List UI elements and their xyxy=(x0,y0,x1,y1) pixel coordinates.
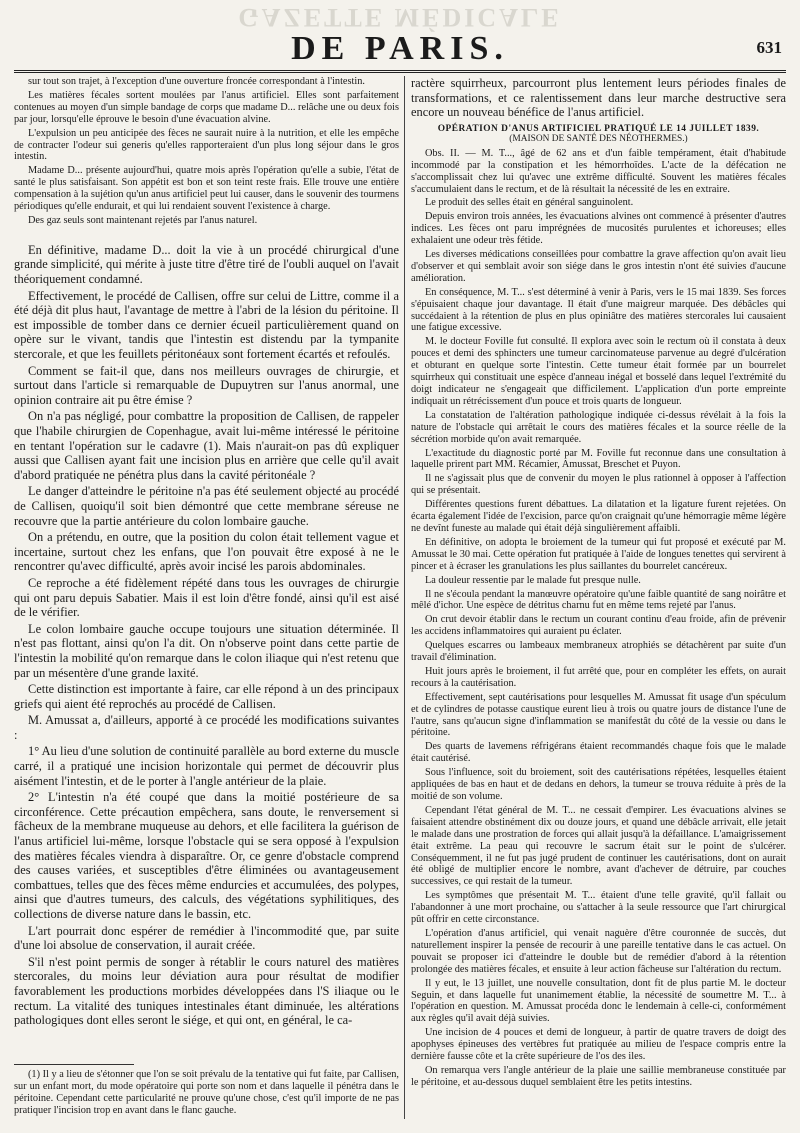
paragraph: Des quarts de lavemens réfrigérans étaient recommandés chaque fois que le malade était cautérisé. xyxy=(411,741,786,765)
left-column xyxy=(14,76,399,1119)
paragraph: 2° L'intestin n'a été coupé que dans la moitié postérieure de sa circonférence. Cette précaution empêchera, sans doute, le renversement si fâcheux de la membrane muqueuse au dehors, et elle facilitera la guérison de l'anus artificiel lui-même, lorsque l'obstacle qui se sera opposé à l'expulsion des matières fécales viendra à disparaître. Or, ce genre d'obstacle comprend des causes variées, et susceptibles d'être éliminées ou avantageusement combattues, telles que des fèces même endurcies et accumulées, des polypes, ainsi que d'autres tumeurs, des calculs, des végétations syphilitiques, des collections de diverse nature dans le bassin, etc. xyxy=(14,790,399,921)
paragraph: En définitive, on adopta le broiement de la tumeur qui fut proposé et exécuté par M. Amussat le 30 mai. Cette opération fut pratiquée à l'aide de longues tenettes qui servirent à pincer et à écraser les granulations les plus saillantes du bourrelet cancéreux. xyxy=(411,536,786,572)
case-report xyxy=(411,148,786,1089)
paragraph: Les matières fécales sortent moulées par l'anus artificiel. Elles sont parfaitement contenues au moyen d'un simple bandage de corps que madame D... relâche une ou deux fois par jour, lorsqu'elle éprouve le besoin d'une évacuation alvine. xyxy=(14,89,399,125)
masthead xyxy=(14,0,786,72)
paragraph: Cependant l'état général de M. T... ne cessait d'empirer. Les évacuations alvines se faisaient attendre obstinément dix ou douze jours, et quand une débâcle arrivait, elle jetait le malade dans une prostration de forces qui allait jusqu'à la défaillance. L'amaigrissement était extrême. La peau qui recouvre le sacrum était sur le point de s'ulcérer. Conséquemment, il ne fut pas jugé prudent de continuer les cautérisations, dont on aurait été obligé de multiplier encore le nombre, avant d'achever de détruire, par couches successives, ce qui restait de la tumeur. xyxy=(411,804,786,888)
paragraph: Cette distinction est importante à faire, car elle répond à un des principaux griefs qui aient été reprochés au procédé de Callisen. xyxy=(14,682,399,711)
paragraph: On n'a pas négligé, pour combattre la proposition de Callisen, de rappeler que l'habile chirurgien de Copenhague, avait lui-même intéressé le péritoine en tentant l'opération sur le cadavre (1). Mais n'aurait-on pas dû expliquer aussi que Callisen ayant fait une incision plus en arrière que celle qu'il avait d'abord pratiquée ne pénétra plus dans la cavité péritonéale ? xyxy=(14,409,399,482)
paragraph: Quelques escarres ou lambeaux membraneux atrophiés se détachèrent par suite d'un travail d'élimination. xyxy=(411,640,786,664)
columns xyxy=(14,76,786,1119)
page-number: 631 xyxy=(756,38,782,57)
paragraph: Des gaz seuls sont maintenant rejetés par l'anus naturel. xyxy=(28,214,258,226)
paragraph: Le colon lombaire gauche occupe toujours une situation déterminée. Il n'est pas flottant, ainsi qu'on l'a dit. On n'observe point dans cette partie de l'intestin la mobilité qu'on remarque dans le colon iliaque qui n'est retenu que par un mésentère d'une grande laxité. xyxy=(14,621,399,680)
paragraph: L'opération d'anus artificiel, qui venait naguère d'être couronnée de succès, dut naturellement inspirer la pensée de recourir à une pareille tentative dans le cas actuel. On pouvait se proposer ici d'atteindre le double but de remédier d'abord à la rétention prolongée des matières fécales, et ensuite à leur action fâcheuse sur l'altération du rectum. xyxy=(411,927,786,975)
paragraph: L'expulsion un peu anticipée des fèces ne saurait nuire à la nutrition, et elle les empêche de contracter l'odeur sui generis qu'elles rapporteraient d'un plus long séjour dans le gros intestin. xyxy=(14,127,399,163)
section-heading: OPÉRATION D'ANUS ARTIFICIEL PRATIQUÉ LE 14 JUILLET 1839. xyxy=(437,123,760,134)
page-title: DE PARIS. xyxy=(291,30,509,67)
header-rule xyxy=(14,70,786,73)
paragraph: Ce reproche a été fidèlement répété dans tous les ouvrages de chirurgie qui ont paru depuis Sabatier. Mais il est loin d'être fondé, ainsi qu'il est aisé de le vérifier. xyxy=(14,575,399,620)
paragraph: On remarqua vers l'angle antérieur de la plaie une saillie membraneuse constituée par le péritoine, et au-dessous duquel semblaient être les petits intestins. xyxy=(411,1064,786,1088)
paragraph: En conséquence, M. T... s'est déterminé à venir à Paris, vers le 15 mai 1839. Ses forces s'épuisaient chaque jour davantage. Il était d'une maigreur marquée. Des débâcles qui succédaient à la rétention de plus en plus opiniâtre des matières stercorales lui causaient une fatigue excessive. xyxy=(411,286,786,334)
paragraph: Madame D... présente aujourd'hui, quatre mois après l'opération qu'elle a subie, l'état de santé le plus satisfaisant. Son appétit est bon et son teint reste frais. Elle trouve une entière compensation à la sujétion qu'un anus artificiel peut lui causer, dans le souvenir des tourmens périodiques qu'elle endurait, et qui lui rendaient souvent l'existence à charge. xyxy=(14,165,399,213)
paragraph: Il y eut, le 13 juillet, une nouvelle consultation, dont fit de plus partie M. le docteur Seguin, et dans laquelle fut unanimement établie, la nécessité de soumettre M. T... à l'opération en question. M. Amussat procéda donc le lendemain à celle-ci, conformément aux règles qu'il avait déjà suivies. xyxy=(411,977,786,1025)
right-column xyxy=(411,76,786,1119)
column-divider xyxy=(404,76,405,1119)
paragraph: Il ne s'agissait plus que de convenir du moyen le plus rationnel à opposer à l'affection qui se présentait. xyxy=(411,473,786,497)
discussion-end xyxy=(411,76,786,120)
footnote-rule xyxy=(14,1064,134,1065)
paragraph: Effectivement, le procédé de Callisen, offre sur celui de Littre, comme il a été déjà dit plus haut, l'avantage de mettre à l'abri de la lésion du péritoine. Il est impossible de tomber dans ce dernier écueil particulièrement quand on opère sur le vivant, tandis que l'intestin est distendu par la tympanite stercorale, et que les feuillets péritonéaux sont fortement écartés et refoulés. xyxy=(14,288,399,362)
section-subheading: (MAISON DE SANTÉ DES NÉOTHERMES.) xyxy=(509,133,688,144)
paragraph: L'exactitude du diagnostic porté par M. Foville fut reconnue dans une consultation à laquelle prirent part MM. Récamier, Amussat, Breschet et Puyon. xyxy=(411,447,786,471)
paragraph: Les symptômes que présentait M. T... étaient d'une telle gravité, qu'il fallait ou l'abandonner à une mort prochaine, ou s'attacher à la seule ressource que l'art chirurgical pût offrir en cette circonstance. xyxy=(411,890,786,926)
footnote xyxy=(14,1064,399,1119)
paragraph: Effectivement, sept cautérisations pour lesquelles M. Amussat fit usage d'un spéculum et de cylindres de potasse caustique eurent lieu à trois ou quatre jours de distance l'une de l'autre, sans qu'aucun signe d'inflammation se manifestât du côté de la vessie ou dans le péritoine. xyxy=(411,691,786,739)
paragraph: On crut devoir établir dans le rectum un courant continu d'eau froide, afin de prévenir les accidens inflammatoires qui auraient pu éclater. xyxy=(411,614,786,638)
paragraph: Sous l'influence, soit du broiement, soit des cautérisations répétées, lesquelles étaient appliquées de bas en haut et de dedans en dehors, la tumeur se trouva réduite à près de la moitié de son volume. xyxy=(411,767,786,802)
paragraph: On a prétendu, en outre, que la position du colon était tellement vague et incertaine, surtout chez les enfans, que l'on pouvait être exposé à ne le rencontrer qu'avec difficulté, après avoir incisé les parois abdominales. xyxy=(14,530,399,574)
paragraph: Depuis environ trois années, les évacuations alvines ont commencé à présenter d'autres indices. Les fèces ont paru imprégnées de mucosités purulentes et ichoreuses; elles exhalaient une odeur très fétide. xyxy=(411,211,786,247)
bleed-through-title: GAZETTE MÉDICALE xyxy=(238,3,562,32)
paragraph: Comment se fait-il que, dans nos meilleurs ouvrages de chirurgie, et surtout dans l'article si remarquable de Dupuytren sur l'anus anormal, une opinion contraire ait pu être émise ? xyxy=(14,363,399,407)
paragraph: Une incision de 4 pouces et demi de longueur, à partir de quatre travers de doigt des apophyses épineuses des vertèbres fut pratiquée au milieu de l'espace compris entre la dernière fausse côte et la crête supérieure de l'os des iles. xyxy=(411,1027,786,1063)
discussion xyxy=(14,243,399,1028)
paragraph: Le danger d'atteindre le péritoine n'a pas été seulement objecté au procédé de Callisen, quoiqu'il soit bien démontré que cette membrane séreuse ne recouvre que la partie antérieure du colon lombaire gauche. xyxy=(14,484,399,528)
case-continuation xyxy=(14,76,399,227)
paragraph: Il ne s'écoula pendant la manœuvre opératoire qu'une faible quantité de sang noirâtre et mêlé d'ichor. Une espèce de détritus charnu fut en même tems rejeté par l'anus. xyxy=(411,588,786,612)
paragraph: Obs. II. — M. T..., âgé de 62 ans et d'un faible tempérament, était d'habitude incommodé par la constipation et les hémorrhoïdes. L'acte de la défécation ne s'accomplissait chez lui qu'avec une extrême difficulté. Souvent les matières fécales s'accumulaient dans le rectum, et de là résultait la nécessité de les en extraire. xyxy=(411,147,786,195)
paragraph: L'art pourrait donc espérer de remédier à l'incommodité que, par suite d'une loi absolue de conservation, il aurait créée. xyxy=(14,923,399,953)
paragraph: La constatation de l'altération pathologique indiquée ci-dessus révélait à la fois la nature de l'obstacle qui arrêtait le cours des matières fécales et la source réelle de la sécrétion morbide qu'on avait remarquée. xyxy=(411,409,786,445)
paragraph: 1° Au lieu d'une solution de continuité parallèle au bord externe du muscle carré, il a pratiqué une incision horizontale qui permet de découvrir plus aisément l'intestin, et de le porter à l'angle antérieur de la plaie. xyxy=(14,744,399,788)
paragraph: M. Amussat a, d'ailleurs, apporté à ce procédé les modifications suivantes : xyxy=(14,713,399,742)
paragraph: Huit jours après le broiement, il fut arrêté que, pour en compléter les effets, on aurait recours à la cautérisation. xyxy=(411,665,786,689)
paragraph: M. le docteur Foville fut consulté. Il explora avec soin le rectum où il constata à deux pouces et demi des sphincters une tumeur carcinomateuse parvenue au degré d'ulcération et obturant en quelque sorte l'intestin. Cette tumeur était formée par un bourrelet squirrheux qui constituait une espèce d'anneau inégal et bosselé dans lequel l'extrémité du doigt indicateur ne s'engageait que difficilement. L'application d'un porte empreinte indiquait un rétrécissement d'un pouce et trois quarts de longueur. xyxy=(411,336,786,407)
paragraph: S'il n'est point permis de songer à rétablir le cours naturel des matières stercorales, du moins leur déviation aura pour résultat de modifier favorablement les productions morbides développées dans l'S iliaque ou le rectum. La vitalité des tuniques intestinales étant diminuée, les altérations pathologiques dont elles seront le siége, et qui ont, en général, le ca- xyxy=(14,954,399,1028)
paragraph: En définitive, madame D... doit la vie à un procédé chirurgical d'une grande simplicité, qui mérite à juste titre d'être tiré de l'oubli auquel on l'avait théoriquement condamné. xyxy=(14,242,399,287)
paragraph: Le produit des selles était en général sanguinolent. xyxy=(425,197,634,209)
paragraph: La douleur ressentie par le malade fut presque nulle. xyxy=(425,574,641,586)
footnote-text: (1) Il y a lieu de s'étonner que l'on se soit prévalu de la tentative qui fut faite, par Callisen, sur un enfant mort, du mode opératoire qui porte son nom et dans laquelle il pénétra dans le péritoine. Cependant cette particularité ne prouve qu'une chose, c'est qu'il importe de ne pas pratiquer l'incision trop en avant dans le flanc gauche. xyxy=(14,1069,399,1117)
paragraph: sur tout son trajet, à l'exception d'une ouverture froncée correspondant à l'intestin. xyxy=(28,76,365,87)
paragraph: ractère squirrheux, parcourront plus lentement leurs périodes finales de transformations, et ce ralentissement dans leur marche destructive sera encore un nouveau bénéfice de l'anus artificiel. xyxy=(411,76,786,120)
paragraph: Différentes questions furent débattues. La dilatation et la ligature furent rejetées. On écarta également l'idée de l'excision, parce qu'on craignait qu'une hémorragie même légère ne devînt funeste au malade qui était déjà singulièrement affaibli. xyxy=(411,499,786,534)
paragraph: Les diverses médications conseillées pour combattre la grave affection qu'on avait lieu d'observer et qui semblait avoir son siége dans le gros intestin n'ont été suivies d'aucune amélioration. xyxy=(411,249,786,284)
